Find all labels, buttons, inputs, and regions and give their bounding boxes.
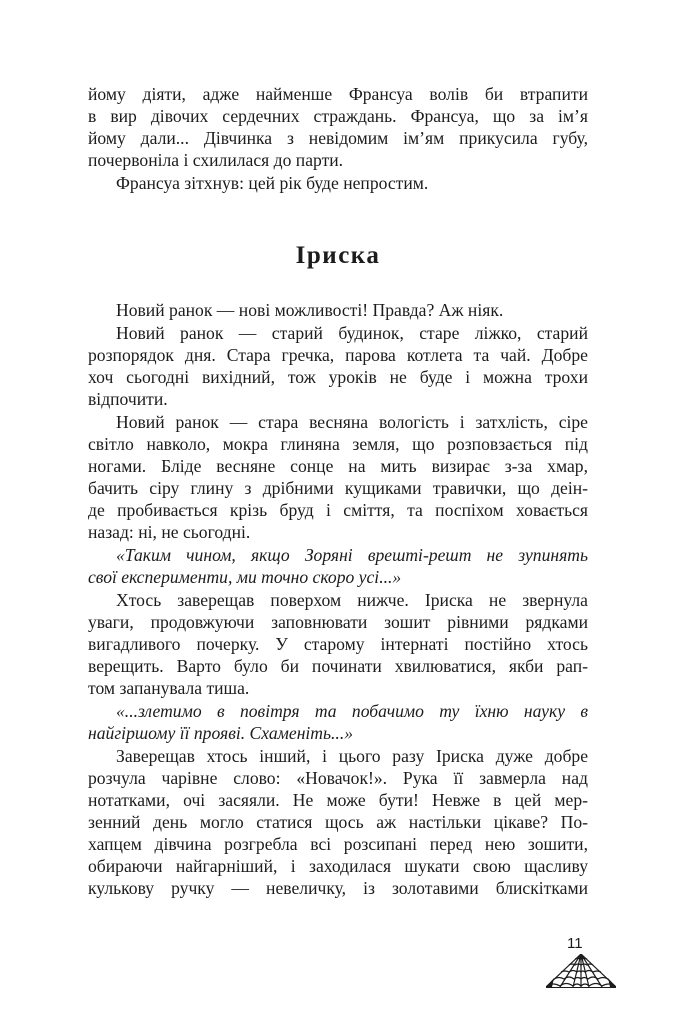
text-line: обираючи найгарніший, і заходилася шукати свою щасливу [88, 856, 588, 876]
text-line: зенний день могло статися щось аж настільки цікаве? По- [88, 812, 588, 832]
text-line: ногами. Бліде весняне сонце на мить визирає з-за хмар, [88, 456, 588, 476]
text-line: вигадливого почерку. У старому інтернаті постійно хтось [88, 634, 588, 654]
page-number: 11 [567, 935, 583, 952]
text-line: почервоніла і схилилася до парти. [88, 150, 344, 170]
text-line: назад: ні, не сьогодні. [88, 522, 251, 542]
text-line: хапцем дівчина розгребла всі розсипані перед нею зошити, [88, 834, 588, 854]
text-line: том запанувала тиша. [88, 678, 250, 698]
italic-quote-line: найгіршому її прояві. Схаменіть...» [88, 723, 354, 743]
chapter-heading: Іриска [295, 242, 381, 269]
italic-quote-line: «...злетимо в повітря та побачимо ту їхню науку в [116, 701, 588, 721]
text-line: Новий ранок — нові можливості! Правда? Аж ніяк. [116, 300, 504, 320]
italic-quote-line: свої експерименти, ми точно скоро усі...» [88, 567, 402, 587]
text-line: нотатками, очі засяяли. Не може бути! Невже в цей мер- [88, 790, 588, 810]
text-line: йому діяти, адже найменше Франсуа волів би втрапити [88, 84, 588, 104]
text-line: де пробивається крізь бруд і сміття, та поспіхом ховається [88, 500, 588, 520]
text-line: хоч сьогодні вихідний, тож уроків не буде і можна трохи [88, 367, 588, 387]
text-line: йому дали... Дівчинка з невідомим ім’ям прикусила губу, [88, 128, 588, 148]
text-line: Новий ранок — стара весняна вологість і затхлість, сіре [116, 412, 588, 432]
text-line: Франсуа зітхнув: цей рік буде непростим. [116, 173, 429, 193]
text-line: уваги, продовжуючи заповнювати зошит рівними рядками [88, 612, 588, 632]
text-line: кулькову ручку — невеличку, із золотавими блискітками [88, 878, 588, 898]
spiderweb-icon [546, 954, 616, 988]
text-line: відпочити. [88, 389, 168, 409]
italic-quote-line: «Таким чином, якщо Зоряні врешті-решт не зупинять [116, 545, 588, 565]
text-line: Хтось заверещав поверхом нижче. Іриска не звернула [116, 590, 588, 610]
text-line: Новий ранок — старий будинок, старе ліжко, старий [116, 323, 588, 343]
text-line: розпорядок дня. Стара гречка, парова котлета та чай. Добре [88, 345, 588, 365]
text-line: бачить сіру глину з дрібними кущиками травички, що деін- [88, 478, 588, 498]
text-line: розчула чарівне слово: «Новачок!». Рука її завмерла над [88, 768, 588, 788]
text-line: Заверещав хтось інший, і цього разу Іриска дуже добре [116, 746, 588, 766]
text-line: в вир дівочих сердечних страждань. Франсуа, що за ім’я [88, 106, 588, 126]
text-line: верещить. Варто було би починати хвилюватися, якби рап- [88, 656, 588, 676]
text-line: світло навколо, мокра глиняна земля, що розповзається під [88, 434, 588, 454]
